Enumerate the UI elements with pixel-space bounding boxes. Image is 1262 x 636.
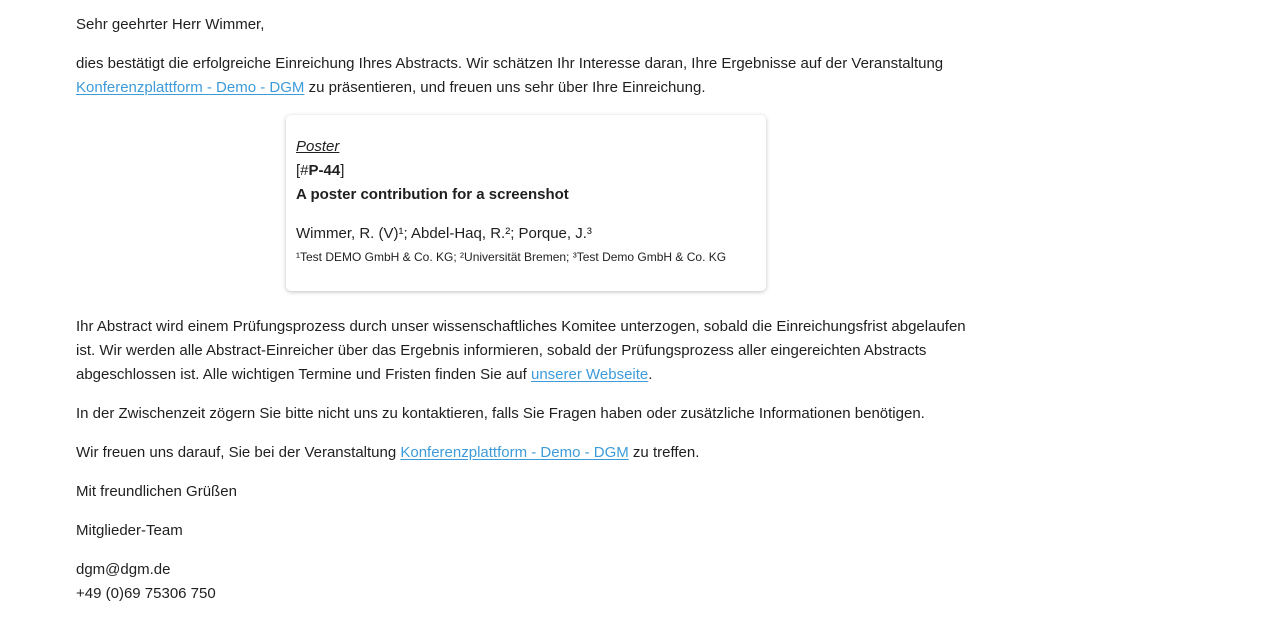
contact-paragraph: In der Zwischenzeit zögern Sie bitte nicht uns zu kontaktieren, falls Sie Fragen haben oder zusätzliche Informationen benötigen. <box>76 405 925 422</box>
signature: Mitglieder-Team <box>76 522 183 539</box>
abstract-card <box>286 115 766 291</box>
conference-link-2[interactable]: Konferenzplattform - Demo - DGM <box>400 444 629 461</box>
contact-email: dgm@dgm.de <box>76 561 171 578</box>
abstract-title: A poster contribution for a screenshot <box>296 186 569 203</box>
greeting: Sehr geehrter Herr Wimmer, <box>76 16 265 33</box>
contact-phone: +49 (0)69 75306 750 <box>76 585 216 602</box>
abstract-number: [#P-44] <box>296 162 345 179</box>
website-link[interactable]: unserer Webseite <box>530 366 649 383</box>
closing: Mit freundlichen Grüßen <box>76 483 237 500</box>
abstract-affiliations: ¹Test DEMO GmbH & Co. KG; ²Universität Bremen; ³Test Demo GmbH & Co. KG <box>296 250 727 264</box>
abstract-type: Poster <box>296 138 340 155</box>
review-paragraph: Ihr Abstract wird einem Prüfungsprozess durch unser wissenschaftliches Komitee unterzogen, sobald die Einreichungsfrist abgelaufen ist. Wir werden alle Abstract-Einreicher über das Ergebnis informieren, sobald der Prüfungsprozess aller eingereichten Abstracts abgeschlossen ist. Alle wichtigen Termine und Fristen finden Sie auf unserer Webseite. <box>76 318 966 383</box>
confirmation-paragraph: dies bestätigt die erfolgreiche Einreichung Ihres Abstracts. Wir schätzen Ihr Interesse daran, Ihre Ergebnisse auf der Veranstaltung Konferenzplattform - Demo - DGM zu präsentieren, und freuen uns sehr über Ihre Einreichung. <box>76 55 944 96</box>
abstract-authors: Wimmer, R. (V)¹; Abdel-Haq, R.²; Porque, J.³ <box>296 225 592 242</box>
meet-paragraph: Wir freuen uns darauf, Sie bei der Veranstaltung Konferenzplattform - Demo - DGM zu treffen. <box>76 444 700 461</box>
conference-link[interactable]: Konferenzplattform - Demo - DGM <box>76 79 305 96</box>
